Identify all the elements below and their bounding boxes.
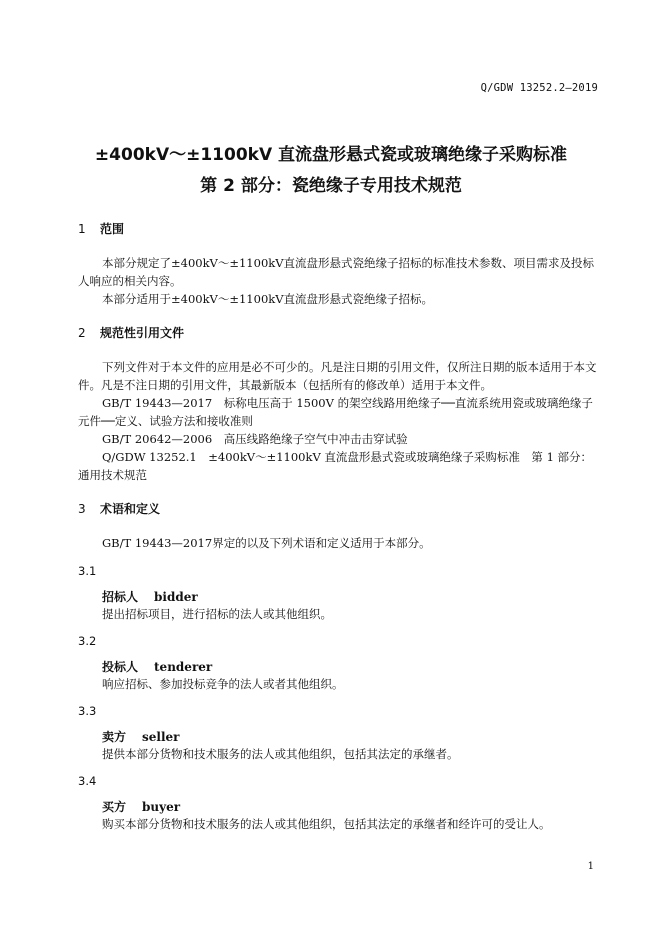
section-2-heading bbox=[78, 324, 184, 341]
term-chinese: 招标人 bbox=[102, 590, 139, 604]
section-1-paragraph-1: 本部分规定了±400kV～±1100kV直流盘形悬式瓷绝缘子招标的标准技术参数、项目需求及投标人响应的相关内容。 bbox=[78, 256, 595, 288]
term-english: buyer bbox=[142, 800, 181, 814]
term-heading bbox=[102, 588, 198, 605]
reference-2: GB/T 20642—2006 高压线路绝缘子空气中冲击击穿试验 bbox=[102, 432, 408, 446]
document-code: Q/GDW 13252.2—2019 bbox=[480, 82, 598, 94]
section-2-paragraph-1: 下列文件对于本文件的应用是必不可少的。凡是注日期的引用文件，仅所注日期的版本适用于本文件。凡是不注日期的引用文件，其最新版本（包括所有的修改单）适用于本文件。 bbox=[78, 360, 597, 392]
term-definition: 提供本部分货物和技术服务的法人或其他组织，包括其法定的承继者。 bbox=[102, 747, 459, 761]
section-2-number: 2 bbox=[78, 326, 86, 340]
term-heading bbox=[102, 658, 212, 675]
section-1-heading bbox=[78, 220, 124, 237]
term-number: 3.4 bbox=[78, 774, 97, 788]
term-heading bbox=[102, 728, 179, 745]
section-3-heading bbox=[78, 500, 160, 517]
term-english: bidder bbox=[154, 590, 198, 604]
section-3-title: 术语和定义 bbox=[100, 502, 161, 516]
page-number: 1 bbox=[587, 861, 594, 872]
term-chinese: 买方 bbox=[102, 800, 127, 814]
section-1-paragraph-2: 本部分适用于±400kV～±1100kV直流盘形悬式瓷绝缘子招标。 bbox=[102, 292, 434, 306]
term-definition: 购买本部分货物和技术服务的法人或其他组织，包括其法定的承继者和经许可的受让人。 bbox=[102, 817, 551, 831]
term-number: 3.3 bbox=[78, 704, 97, 718]
section-2-title: 规范性引用文件 bbox=[100, 326, 185, 340]
term-english: seller bbox=[142, 730, 180, 744]
term-definition: 响应招标、参加投标竞争的法人或者其他组织。 bbox=[102, 677, 344, 691]
term-chinese: 卖方 bbox=[102, 730, 127, 744]
reference-1: GB/T 19443—2017 标称电压高于 1500V 的架空线路用绝缘子──直流系统用瓷或玻璃绝缘子元件──定义、试验方法和接收准则 bbox=[78, 396, 593, 428]
term-number: 3.2 bbox=[78, 634, 97, 648]
term-number: 3.1 bbox=[78, 564, 97, 578]
title-line-1: ±400kV～±1100kV 直流盘形悬式瓷或玻璃绝缘子采购标准 bbox=[94, 145, 568, 165]
section-3-number: 3 bbox=[78, 502, 86, 516]
reference-3: Q/GDW 13252.1 ±400kV～±1100kV 直流盘形悬式瓷或玻璃绝缘子采购标准 第 1 部分：通用技术规范 bbox=[78, 450, 593, 482]
term-english: tenderer bbox=[154, 660, 213, 674]
section-1-title: 范围 bbox=[100, 222, 125, 236]
term-chinese: 投标人 bbox=[102, 660, 139, 674]
section-1-number: 1 bbox=[78, 222, 86, 236]
title-line-2: 第 2 部分：瓷绝缘子专用技术规范 bbox=[200, 176, 462, 196]
term-definition: 提出招标项目，进行招标的法人或其他组织。 bbox=[102, 607, 332, 621]
section-3-intro: GB/T 19443—2017界定的以及下列术语和定义适用于本部分。 bbox=[102, 536, 431, 550]
term-heading bbox=[102, 798, 180, 815]
